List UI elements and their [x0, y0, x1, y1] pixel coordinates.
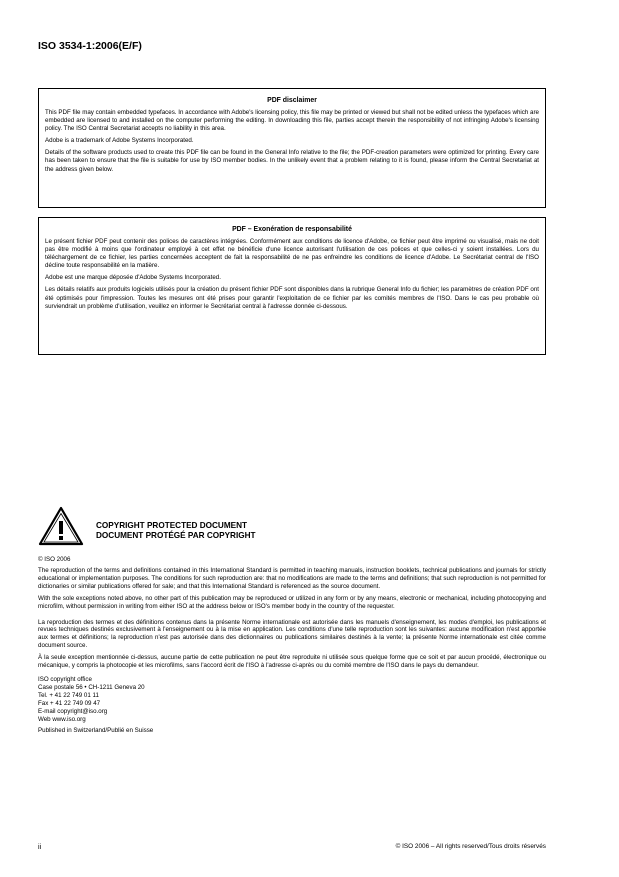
- disclaimer-fr-paragraph: Le présent fichier PDF peut contenir des polices de caractères intégrées. Conformément aux conditions de licence d'Adobe, ce fichier peut être imprimé ou visualisé, mais ne doit pas être modifié à moins que l'ordinateur employé à cet effet ne bénéficie d'une licence autorisant l'utilisation de ces polices et que celles-ci y soient installées. Lors du téléchargement de ce fichier, les parties concernées acceptent de fait la responsabilité de ne pas enfreindre les conditions de licence d'Adobe. Le Secrétariat central de l'ISO décline toute responsabilité en la matière.: [45, 238, 539, 270]
- published-line: Published in Switzerland/Publié en Suisse: [38, 727, 154, 735]
- copyright-paragraph: The reproduction of the terms and definitions contained in this International Standard is permitted in teaching manuals, instruction booklets, technical publications and journals for strictly educational or implementation purposes. The conditions for such reproduction are: that no modifications are made to the terms and definitions; that such reproduction is not permitted for dictionaries or similar publications offered for sale; and that this International Standard is referenced as the source document.: [38, 567, 546, 590]
- disclaimer-paragraph: Adobe is a trademark of Adobe Systems Incorporated.: [45, 137, 194, 145]
- disclaimer-fr-paragraph: Les détails relatifs aux produits logiciels utilisés pour la création du présent fichier PDF sont disponibles dans la rubrique General Info du fichier; les paramètres de création PDF ont été optimisés pour l'impression. Toutes les mesures ont été prises pour garantir l'exploitation de ce fichier par les comités membres de l'ISO. Dans le cas peu probable où surviendrait un problème d'utilisation, veuillez en informer le Secrétariat central à l'adresse donnée ci-dessous.: [45, 286, 539, 310]
- address-line: Case postale 56 • CH-1211 Geneva 20: [38, 683, 145, 691]
- copyright-paragraph: La reproduction des termes et des définitions contenus dans la présente Norme internationale est autorisée dans les manuels d'enseignement, les modes d'emploi, les publications et revues techniques destinés exclusivement à l'enseignement ou à la mise en application. Les conditions d'une telle reproduction sont les suivantes: aucune modification n'est apportée aux termes et définitions; la reproduction n'est pas autorisée dans des dictionnaires ou publications similaires destinés à la vente; la présente Norme internationale est citée comme document source.: [38, 618, 546, 650]
- address-line: ISO copyright office: [38, 675, 92, 683]
- pdf-disclaimer-box: [38, 88, 546, 208]
- copyright-year: © ISO 2006: [38, 556, 71, 563]
- copyright-office-address: [38, 676, 546, 723]
- address-line: Tel. + 41 22 749 01 11: [38, 691, 99, 699]
- document-id: ISO 3534-1:2006(E/F): [38, 40, 142, 52]
- disclaimer-fr-paragraph: Adobe est une marque déposée d'Adobe Systems Incorporated.: [45, 274, 221, 282]
- disclaimer-paragraph: This PDF file may contain embedded typefaces. In accordance with Adobe's licensing policy, this file may be printed or viewed but shall not be edited unless the typefaces which are embedded are licensed to and installed on the computer performing the editing. In downloading this file, parties accept therein the responsibility of not infringing Adobe's licensing policy. The ISO Central Secretariat accepts no liability in this area.: [45, 109, 539, 133]
- pdf-disclaimer-fr-box: [38, 217, 546, 355]
- pdf-disclaimer-title: PDF disclaimer: [267, 97, 317, 104]
- address-email: E-mail copyright@iso.org: [38, 707, 108, 715]
- address-web: Web www.iso.org: [38, 715, 86, 723]
- pdf-disclaimer-fr-title: PDF – Exonération de responsabilité: [232, 226, 352, 233]
- footer-rights: © ISO 2006 – All rights reserved/Tous droits réservés: [395, 843, 546, 850]
- disclaimer-paragraph: Details of the software products used to create this PDF file can be found in the General Info relative to the file; the PDF-creation parameters were optimized for printing. Every care has been taken to ensure that the file is suitable for use by ISO member bodies. In the unlikely event that a problem relating to it is found, please inform the Central Secretariat at the address given below.: [45, 149, 539, 173]
- copyright-section: [38, 556, 546, 734]
- copyright-title-en: COPYRIGHT PROTECTED DOCUMENT: [96, 521, 248, 530]
- copyright-paragraph: With the sole exceptions noted above, no other part of this publication may be reproduced or utilized in any form or by any means, electronic or mechanical, including photocopying and microfilm, without permission in writing from either ISO at the address below or ISO's member body in the country of the requester.: [38, 594, 546, 610]
- address-line: Fax + 41 22 749 09 47: [38, 699, 101, 707]
- page-number: ii: [38, 842, 42, 851]
- copyright-title-fr: DOCUMENT PROTÉGÉ PAR COPYRIGHT: [96, 531, 256, 541]
- copyright-paragraph: À la seule exception mentionnée ci-dessus, aucune partie de cette publication ne peut être reproduite ni utilisée sous quelque forme que ce soit et par aucun procédé, électronique ou mécanique, y compris la photocopie et les microfilms, sans l'accord écrit de l'ISO à l'adresse ci-après ou du comité membre de l'ISO dans le pays du demandeur.: [38, 654, 546, 670]
- warning-icon: [38, 506, 84, 546]
- copyright-heading: [96, 521, 256, 542]
